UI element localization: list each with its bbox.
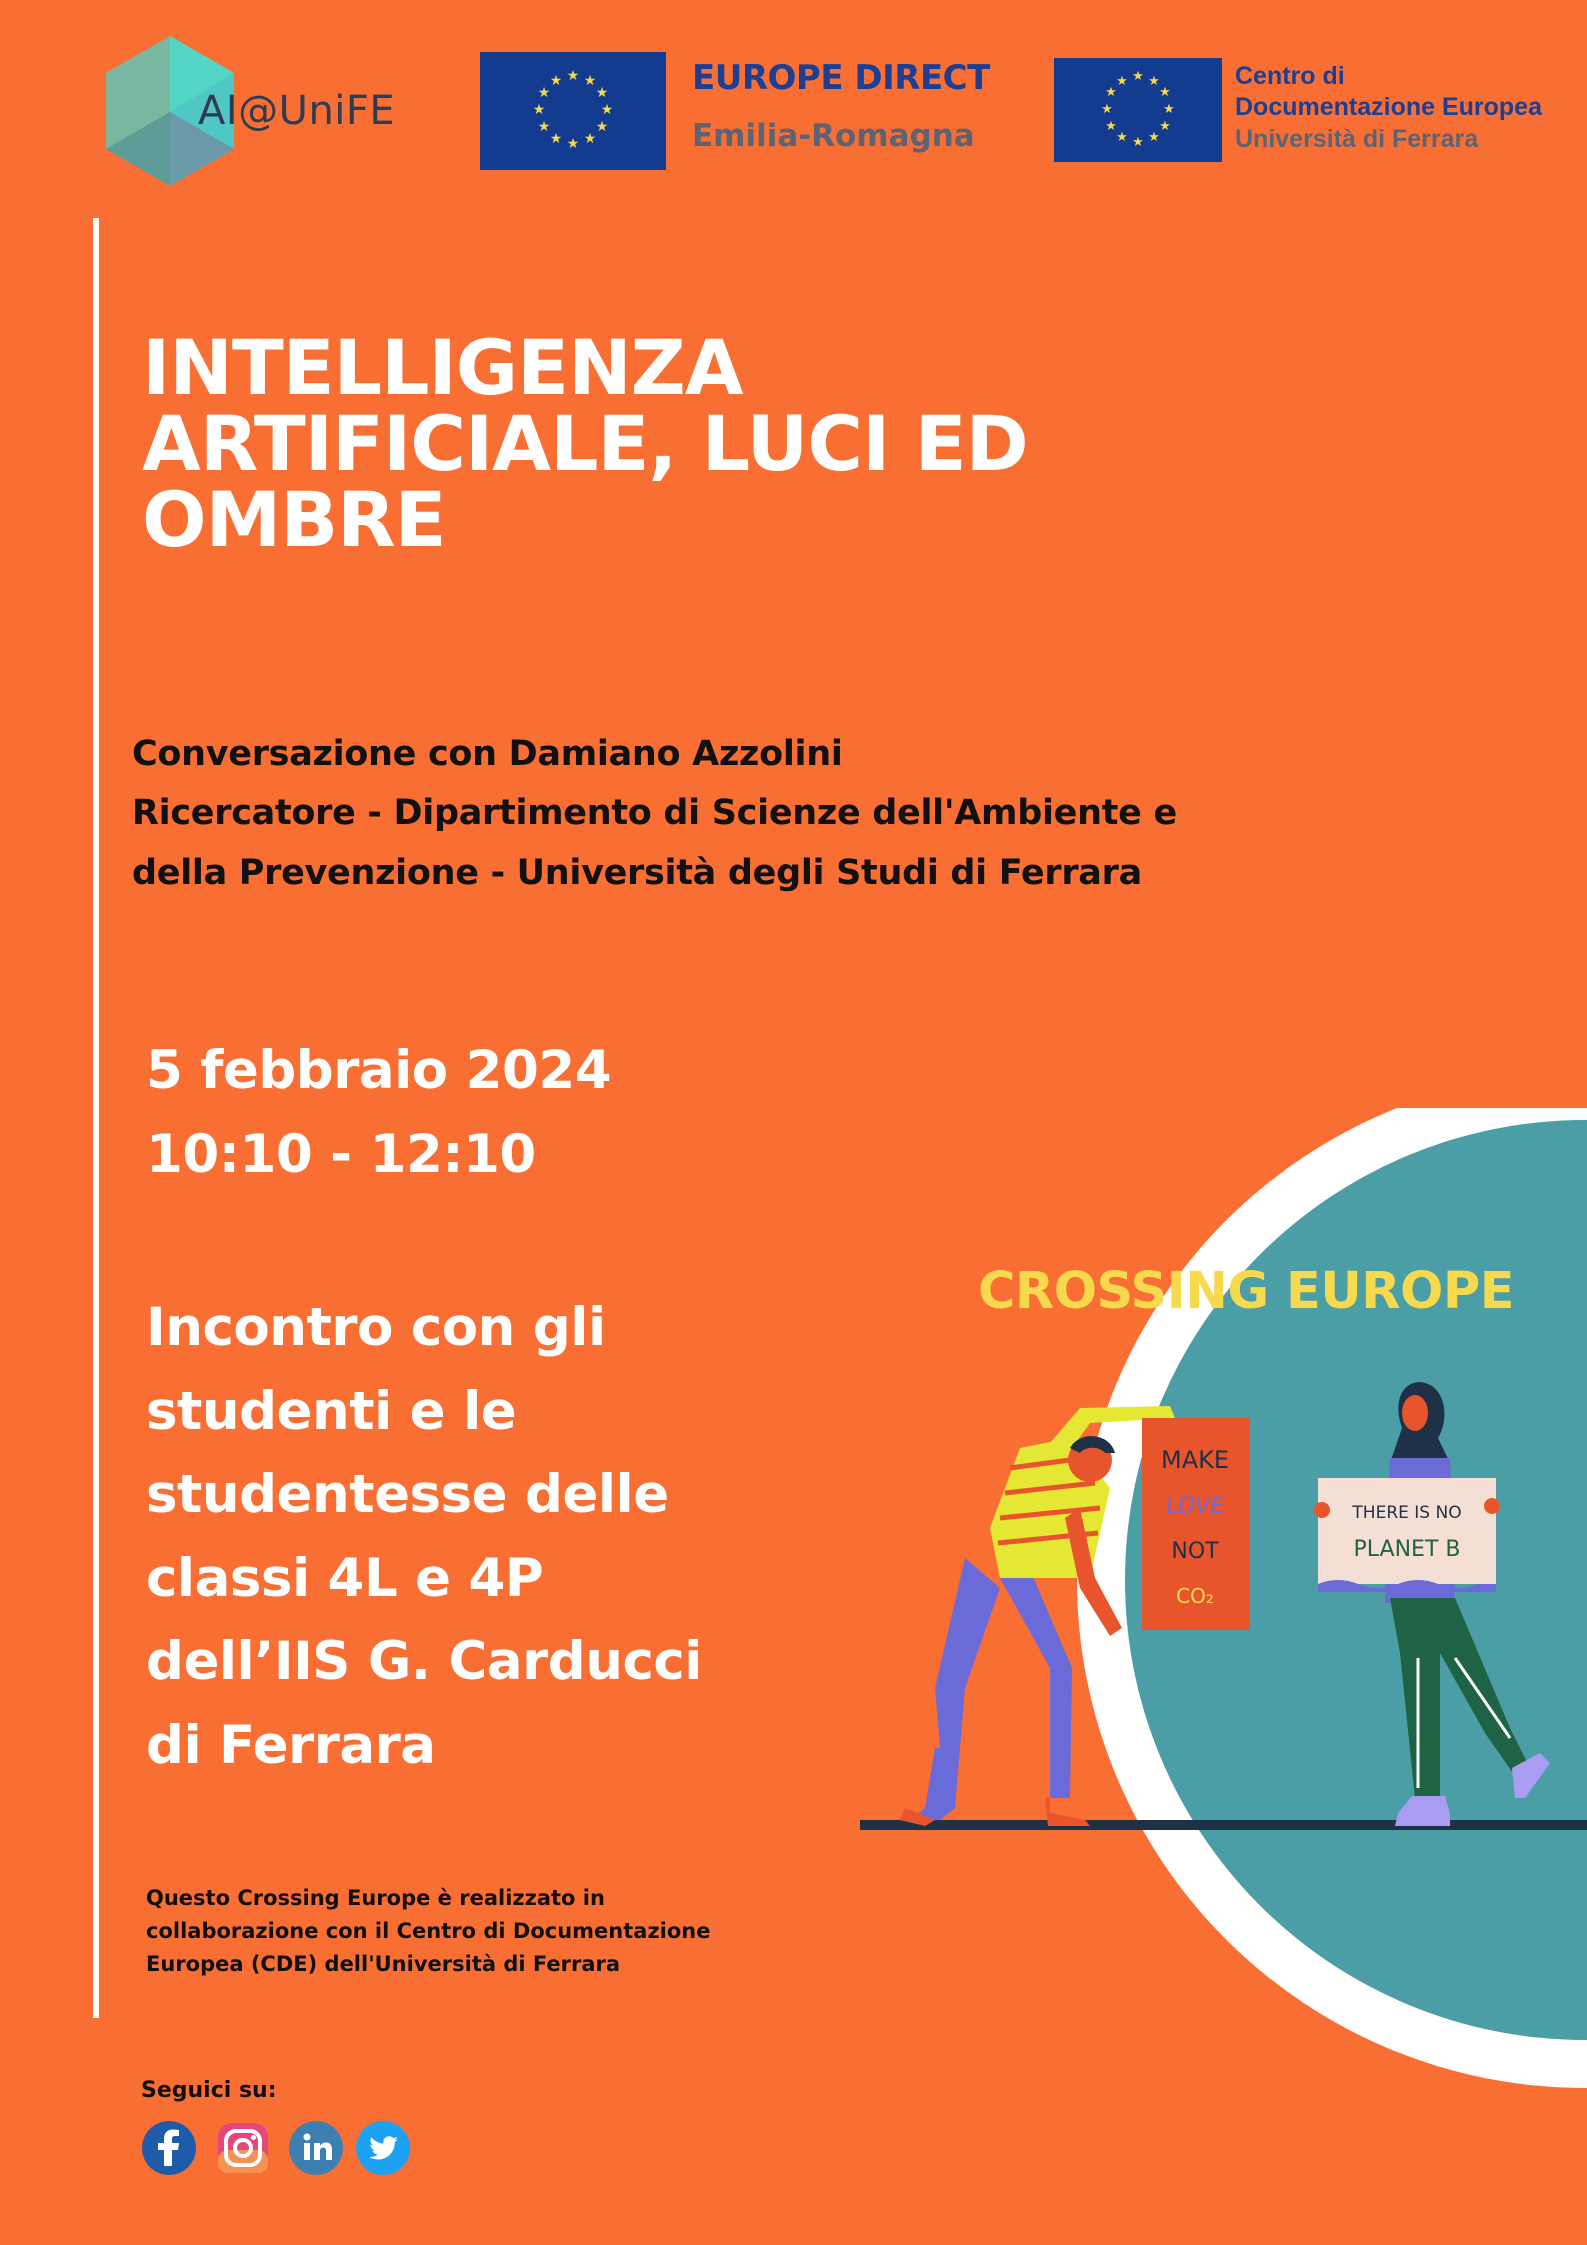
svg-text:★: ★ <box>1159 85 1171 100</box>
svg-text:★: ★ <box>1159 119 1171 134</box>
event-description-line: classi 4L e 4P <box>146 1548 544 1609</box>
svg-text:★: ★ <box>1148 130 1160 145</box>
facebook-icon[interactable] <box>141 2120 197 2176</box>
svg-text:★: ★ <box>595 85 609 101</box>
crossing-europe-heading: CROSSING EUROPE <box>978 1262 1515 1321</box>
crossing-europe-illustration <box>750 1108 1587 2108</box>
eu-stars-icon <box>480 52 666 170</box>
sign-text: NOT <box>1171 1539 1219 1564</box>
speaker-affiliation-line2: della Prevenzione - Università degli Studi di Ferrara <box>132 853 1142 893</box>
svg-text:★: ★ <box>595 119 609 135</box>
vertical-divider <box>93 218 99 2018</box>
linkedin-icon[interactable] <box>288 2120 344 2176</box>
svg-text:★: ★ <box>549 131 563 147</box>
title-line: INTELLIGENZA <box>142 323 743 412</box>
title-line: ARTIFICIALE, LUCI ED <box>142 399 1028 488</box>
footer-note-line: collaborazione con il Centro di Documentazione <box>146 1919 711 1943</box>
event-description-line: studentesse delle <box>146 1464 669 1525</box>
svg-text:★: ★ <box>1105 85 1117 100</box>
svg-text:★: ★ <box>1105 119 1117 134</box>
svg-text:★: ★ <box>1132 69 1144 84</box>
sign-text: PLANET B <box>1353 1537 1461 1562</box>
svg-text:★: ★ <box>566 68 580 84</box>
svg-text:★: ★ <box>1116 74 1128 89</box>
title-line: OMBRE <box>142 475 446 564</box>
event-description-line: di Ferrara <box>146 1715 436 1776</box>
follow-us-label: Seguici su: <box>141 2078 277 2103</box>
sign-text: MAKE <box>1160 1446 1230 1474</box>
svg-text:★: ★ <box>583 73 597 89</box>
speaker-name: Conversazione con Damiano Azzolini <box>132 734 843 774</box>
svg-text:★: ★ <box>549 73 563 89</box>
event-description-line: dell’IIS G. Carducci <box>146 1631 702 1692</box>
footer-note-line: Questo Crossing Europe è realizzato in <box>146 1886 605 1910</box>
cde-university: Università di Ferrara <box>1235 125 1479 153</box>
make-love-sign <box>1142 1418 1250 1630</box>
eu-flag-icon <box>480 52 666 170</box>
eu-flag-icon <box>1054 58 1222 162</box>
europe-direct-region: Emilia-Romagna <box>692 118 975 154</box>
svg-text:★: ★ <box>1132 135 1144 150</box>
event-description-line: Incontro con gli <box>146 1297 606 1358</box>
europe-direct-title: EUROPE DIRECT <box>692 58 990 98</box>
instagram-icon[interactable] <box>215 2120 271 2176</box>
footer-note-line: Europea (CDE) dell'Università di Ferrara <box>146 1952 621 1976</box>
cde-name-line2: Documentazione Europea <box>1235 93 1542 121</box>
svg-text:★: ★ <box>583 131 597 147</box>
cde-name-line1: Centro di <box>1235 62 1345 90</box>
speaker-affiliation-line1: Ricercatore - Dipartimento di Scienze dell'Ambiente e <box>132 793 1177 833</box>
event-date: 5 febbraio 2024 <box>146 1040 612 1101</box>
svg-text:★: ★ <box>1116 130 1128 145</box>
event-time: 10:10 - 12:10 <box>146 1124 536 1185</box>
svg-text:★: ★ <box>537 119 551 135</box>
planet-b-sign <box>1314 1478 1500 1592</box>
svg-text:★: ★ <box>566 136 580 152</box>
aiunife-logo <box>100 32 420 192</box>
svg-text:★: ★ <box>600 102 614 118</box>
eu-stars-icon <box>1054 58 1222 162</box>
svg-text:★: ★ <box>537 85 551 101</box>
svg-text:★: ★ <box>1163 102 1175 117</box>
svg-text:★: ★ <box>1148 74 1160 89</box>
sign-text: LOVE <box>1166 1494 1224 1519</box>
svg-text:★: ★ <box>532 102 546 118</box>
svg-text:★: ★ <box>1101 102 1113 117</box>
page-title <box>142 323 1292 564</box>
aiunife-logo-text: AI@UniFE <box>198 88 396 134</box>
sign-text: THERE IS NO <box>1352 1503 1462 1523</box>
event-description-line: studenti e le <box>146 1381 517 1442</box>
twitter-icon[interactable] <box>355 2120 411 2176</box>
sign-text: CO₂ <box>1176 1584 1214 1608</box>
